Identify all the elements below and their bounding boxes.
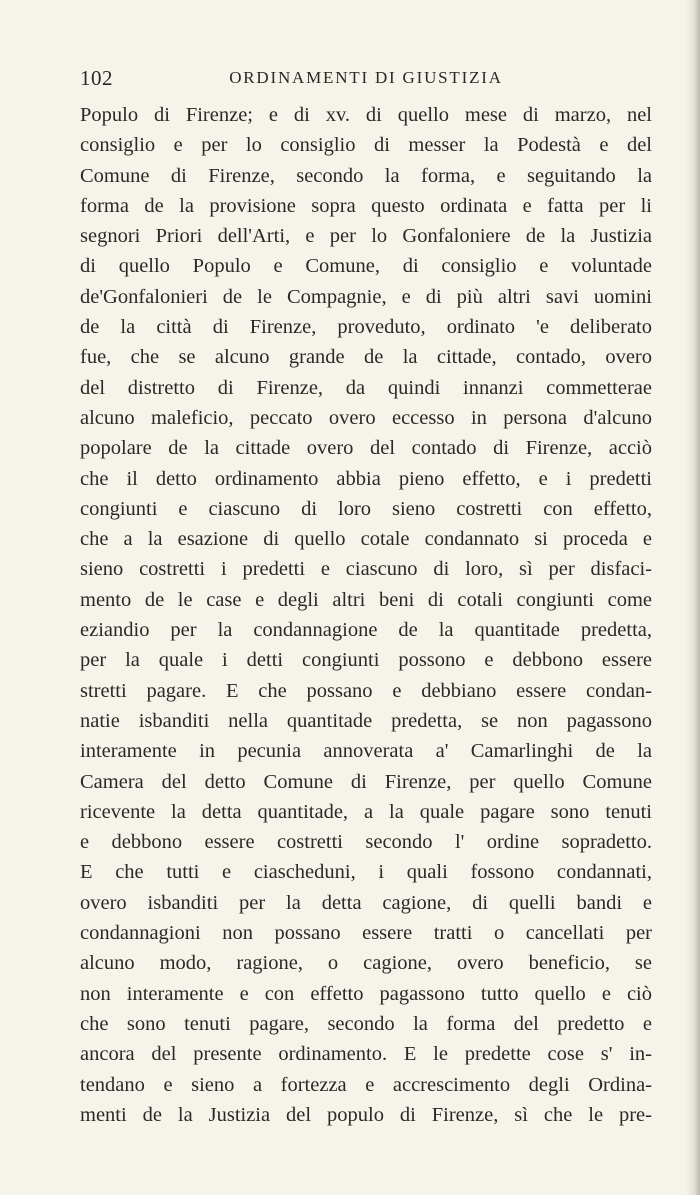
page-number: 102: [80, 66, 113, 90]
text-line: che sono tenuti pagare, secondo la forma del predetto e: [80, 1012, 652, 1035]
text-line: consiglio e per lo consiglio di messer la Podestà e del: [80, 134, 652, 157]
text-line: per la quale i detti congiunti possono e debbono essere: [80, 649, 652, 672]
text-line: del distretto di Firenze, da quindi innanzi commetterae: [80, 376, 652, 399]
text-line: menti de la Justizia del populo di Firenze, sì che le pre-: [80, 1103, 652, 1126]
text-line: ancora del presente ordinamento. E le predette cose s' in-: [80, 1043, 652, 1066]
text-line: eziandio per la condannagione de la quantitade predetta,: [80, 619, 652, 642]
page-edge-shadow: [686, 0, 700, 1195]
text-line: tendano e sieno a fortezza e accrescimento degli Ordina-: [80, 1073, 652, 1096]
text-line: fue, che se alcuno grande de la cittade, contado, overo: [80, 346, 652, 369]
text-line: stretti pagare. E che possano e debbiano essere condan-: [80, 679, 652, 702]
text-line: condannagioni non possano essere tratti o cancellati per: [80, 922, 652, 945]
body-text: [80, 100, 652, 1130]
text-line: congiunti e ciascuno di loro sieno costretti con effetto,: [80, 497, 652, 520]
text-line: de'Gonfalonieri de le Compagnie, e di più altri savi uomini: [80, 285, 652, 308]
text-line: segnori Priori dell'Arti, e per lo Gonfaloniere de la Justizia: [80, 225, 652, 248]
text-line: che a la esazione di quello cotale condannato si proceda e: [80, 528, 652, 551]
text-line: di quello Populo e Comune, di consiglio e voluntade: [80, 255, 652, 278]
text-line: alcuno modo, ragione, o cagione, overo beneficio, se: [80, 952, 652, 975]
text-line: mento de le case e degli altri beni di cotali congiunti come: [80, 588, 652, 611]
running-head: [80, 66, 652, 94]
text-line: forma de la provisione sopra questo ordinata e fatta per li: [80, 194, 652, 217]
text-line: Comune di Firenze, secondo la forma, e seguitando la: [80, 164, 652, 187]
text-line: popolare de la cittade overo del contado di Firenze, acciò: [80, 437, 652, 460]
running-title: ORDINAMENTI DI GIUSTIZIA: [229, 68, 503, 87]
text-line: non interamente e con effetto pagassono tutto quello e ciò: [80, 982, 652, 1005]
text-line: interamente in pecunia annoverata a' Camarlinghi de la: [80, 740, 652, 763]
text-line: E che tutti e ciascheduni, i quali fossono condannati,: [80, 861, 652, 884]
text-line: Populo di Firenze; e di xv. di quello mese di marzo, nel: [80, 104, 652, 126]
text-line: overo isbanditi per la detta cagione, di quelli bandi e: [80, 891, 652, 914]
text-line: sieno costretti i predetti e ciascuno di loro, sì per disfaci-: [80, 558, 652, 581]
text-line: natie isbanditi nella quantitade predetta, se non pagassono: [80, 709, 652, 732]
text-line: alcuno maleficio, peccato overo eccesso in persona d'alcuno: [80, 406, 652, 429]
text-line: Camera del detto Comune di Firenze, per quello Comune: [80, 770, 652, 793]
text-line: che il detto ordinamento abbia pieno effetto, e i predetti: [80, 467, 652, 490]
text-line: de la città di Firenze, proveduto, ordinato 'e deliberato: [80, 316, 652, 339]
text-line: e debbono essere costretti secondo l' ordine sopradetto.: [80, 831, 652, 854]
text-line: ricevente la detta quantitade, a la quale pagare sono tenuti: [80, 800, 652, 823]
